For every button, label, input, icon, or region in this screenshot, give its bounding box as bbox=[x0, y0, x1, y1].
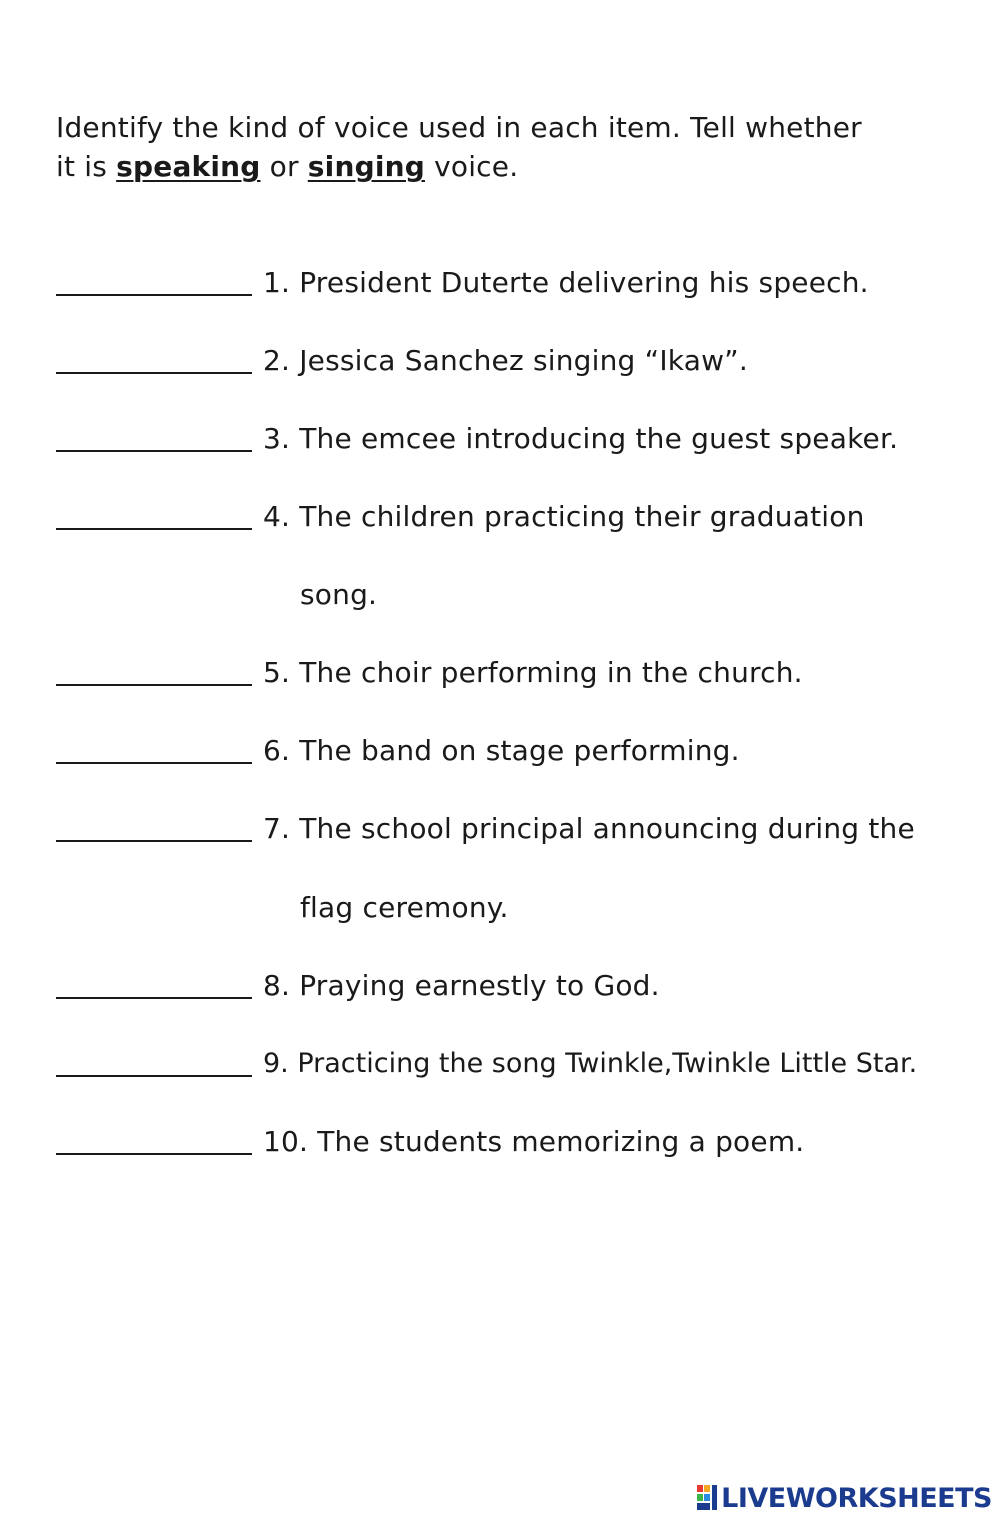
instructions bbox=[56, 108, 936, 186]
answer-blank-3[interactable] bbox=[56, 450, 252, 452]
instructions-line-1: Identify the kind of voice used in each item. Tell whether bbox=[56, 111, 862, 144]
question-continuation-7: flag ceremony. bbox=[300, 891, 509, 924]
liveworksheets-logo-icon bbox=[697, 1485, 719, 1511]
keyword-speaking: speaking bbox=[116, 150, 261, 183]
liveworksheets-logo-text: LIVEWORKSHEETS bbox=[721, 1482, 992, 1514]
answer-blank-4[interactable] bbox=[56, 528, 252, 530]
answer-blank-6[interactable] bbox=[56, 762, 252, 764]
question-item-5 bbox=[56, 655, 956, 695]
answer-blank-9[interactable] bbox=[56, 1075, 252, 1077]
question-item-9 bbox=[56, 1046, 956, 1086]
question-continuation-4: song. bbox=[300, 578, 378, 611]
question-item-7 bbox=[56, 811, 956, 851]
question-item-4 bbox=[56, 499, 956, 539]
instructions-suffix: voice. bbox=[425, 150, 519, 183]
question-text-4: 4. The children practicing their graduation bbox=[263, 500, 865, 533]
question-item-3 bbox=[56, 421, 956, 461]
answer-blank-5[interactable] bbox=[56, 684, 252, 686]
question-text-5: 5. The choir performing in the church. bbox=[263, 656, 803, 689]
question-item-6 bbox=[56, 733, 956, 773]
answer-blank-2[interactable] bbox=[56, 372, 252, 374]
keyword-singing: singing bbox=[307, 150, 425, 183]
answer-blank-10[interactable] bbox=[56, 1153, 252, 1155]
answer-blank-8[interactable] bbox=[56, 997, 252, 999]
question-text-2: 2. Jessica Sanchez singing “Ikaw”. bbox=[263, 344, 748, 377]
question-text-8: 8. Praying earnestly to God. bbox=[263, 969, 660, 1002]
question-text-3: 3. The emcee introducing the guest speaker. bbox=[263, 422, 899, 455]
question-item-10 bbox=[56, 1124, 956, 1164]
instructions-connector: or bbox=[260, 150, 308, 183]
answer-blank-7[interactable] bbox=[56, 840, 252, 842]
question-item-2 bbox=[56, 343, 956, 383]
question-text-9: 9. Practicing the song Twinkle,Twinkle Little Star. bbox=[263, 1048, 918, 1079]
question-item-1 bbox=[56, 265, 956, 305]
question-text-7: 7. The school principal announcing during the bbox=[263, 812, 915, 845]
instructions-line-2 bbox=[56, 147, 936, 186]
question-item-8 bbox=[56, 968, 956, 1008]
instructions-prefix: it is bbox=[56, 150, 117, 183]
question-text-1: 1. President Duterte delivering his speech. bbox=[263, 266, 869, 299]
question-text-6: 6. The band on stage performing. bbox=[263, 734, 740, 767]
liveworksheets-logo bbox=[697, 1483, 992, 1513]
question-text-10: 10. The students memorizing a poem. bbox=[263, 1125, 805, 1158]
answer-blank-1[interactable] bbox=[56, 294, 252, 296]
